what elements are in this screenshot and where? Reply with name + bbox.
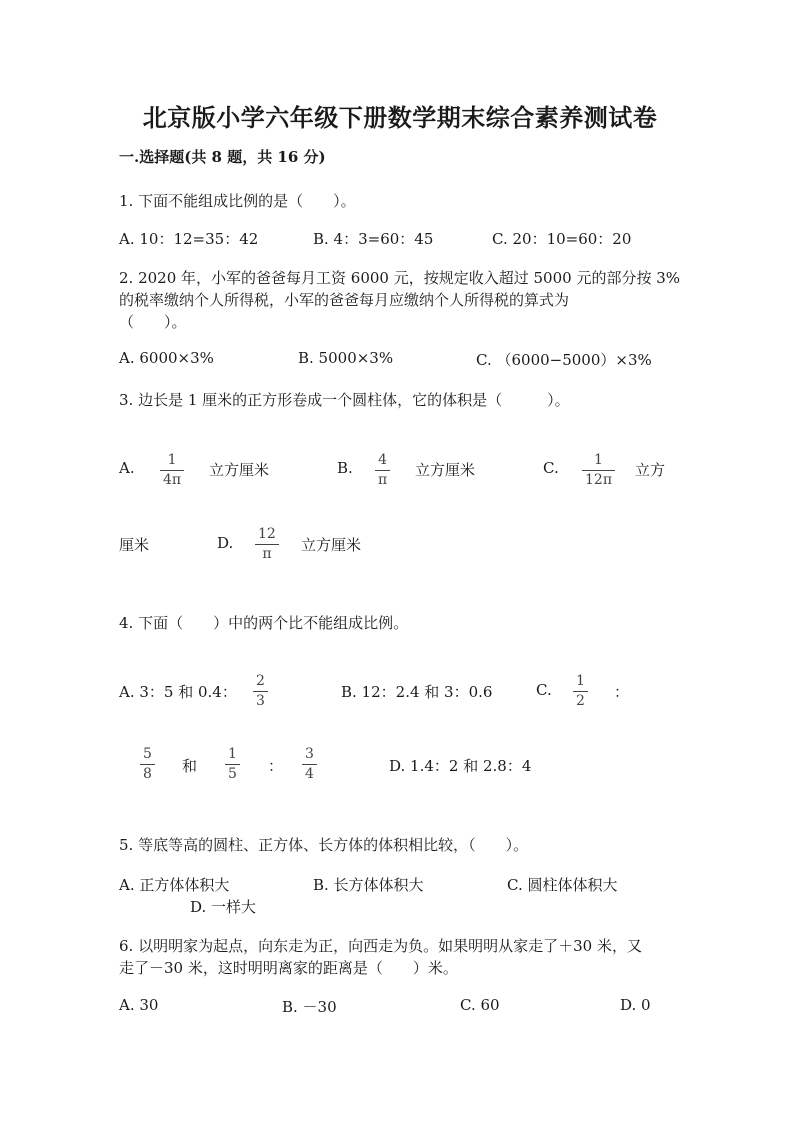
- question-5-stem: 5. 等底等高的圆柱、正方体、长方体的体积相比较，（ ）。: [119, 836, 529, 854]
- fraction-numerator: 3: [305, 746, 314, 762]
- fraction-bar: [375, 470, 390, 471]
- question-2-option-c: C. （6000−5000）×3%: [476, 351, 652, 369]
- question-2-option-a: A. 6000×3%: [119, 349, 214, 367]
- question-3-option-d-unit: 立方厘米: [301, 536, 362, 554]
- question-4-option-c-fraction-3: [225, 746, 240, 783]
- question-3-option-d-fraction: [255, 526, 279, 563]
- question-4-colon-2: ：: [268, 757, 284, 775]
- question-3-option-a-label: A.: [119, 459, 135, 477]
- question-6-option-b: B. －30: [282, 998, 337, 1016]
- question-4-option-a: A. 3：5 和 0.4：: [119, 683, 237, 701]
- question-3-option-c-unit-part-2: 厘米: [119, 536, 150, 554]
- question-6-option-a: A. 30: [119, 996, 159, 1014]
- fraction-denominator: 3: [256, 693, 265, 709]
- question-4-option-c-fraction-4: [302, 746, 317, 783]
- question-5-option-b: B. 长方体体积大: [313, 876, 424, 894]
- page-title: 北京版小学六年级下册数学期末综合素养测试卷: [142, 103, 658, 132]
- question-6-line-1: 6. 以明明家为起点，向东走为正，向西走为负。如果明明从家走了＋30 米，又: [119, 937, 642, 955]
- question-4-and: 和: [182, 757, 198, 775]
- question-4-option-c-label: C.: [536, 681, 552, 699]
- fraction-denominator: 5: [228, 766, 237, 782]
- question-2-line-1: 2. 2020 年，小军的爸爸每月工资 6000 元，按规定收入超过 5000 元的部分按 3%: [119, 269, 681, 287]
- fraction-denominator: 12π: [585, 472, 613, 488]
- fraction-denominator: π: [378, 472, 388, 488]
- question-5-option-c: C. 圆柱体体积大: [507, 876, 618, 894]
- question-1-option-b: B. 4：3=60：45: [313, 230, 434, 248]
- fraction-numerator: 5: [143, 746, 152, 762]
- fraction-bar: [253, 691, 268, 692]
- fraction-bar: [160, 470, 184, 471]
- fraction-numerator: 4: [378, 452, 388, 468]
- question-4-option-d: D. 1.4：2 和 2.8：4: [389, 757, 532, 775]
- fraction-numerator: 1: [228, 746, 237, 762]
- question-1-option-a: A. 10：12=35：42: [119, 230, 259, 248]
- fraction-denominator: 8: [143, 766, 152, 782]
- question-3-option-a-unit: 立方厘米: [209, 461, 270, 479]
- question-3-option-c-unit-part-1: 立方: [635, 461, 666, 479]
- question-1-stem: 1. 下面不能组成比例的是（ ）。: [119, 192, 356, 210]
- question-3-option-a-fraction: [160, 452, 184, 489]
- fraction-denominator: 2: [576, 693, 585, 709]
- fraction-bar: [582, 470, 615, 471]
- question-3-option-c-fraction: [582, 452, 615, 489]
- fraction-bar: [140, 764, 155, 765]
- fraction-numerator: 1: [594, 452, 603, 468]
- fraction-denominator: 4: [305, 766, 314, 782]
- question-2-line-2: 的税率缴纳个人所得税，小军的爸爸每月应缴纳个人所得税的算式为: [119, 291, 570, 309]
- question-3-option-b-unit: 立方厘米: [415, 461, 476, 479]
- fraction-denominator: π: [262, 546, 272, 562]
- fraction-bar: [302, 764, 317, 765]
- fraction-numerator: 2: [256, 673, 265, 689]
- question-6-option-d: D. 0: [620, 996, 651, 1014]
- fraction-bar: [573, 691, 588, 692]
- fraction-numerator: 12: [258, 526, 276, 542]
- question-5-option-d: D. 一样大: [190, 898, 257, 916]
- question-2-option-b: B. 5000×3%: [298, 349, 394, 367]
- fraction-denominator: 4π: [163, 472, 182, 488]
- question-4-option-c-fraction-1: [573, 673, 588, 710]
- fraction-numerator: 1: [167, 452, 177, 468]
- question-3-option-b-fraction: [375, 452, 390, 489]
- question-3-option-d-label: D.: [217, 534, 234, 552]
- question-6-option-c: C. 60: [460, 996, 500, 1014]
- question-5-option-a: A. 正方体体积大: [119, 876, 230, 894]
- question-3-option-b-label: B.: [337, 459, 353, 477]
- question-4-option-a-fraction: [253, 673, 268, 710]
- fraction-numerator: 1: [576, 673, 585, 689]
- section-heading: 一.选择题(共 8 题，共 16 分): [119, 148, 326, 166]
- question-3-option-c-label: C.: [543, 459, 559, 477]
- question-4-colon-1: ：: [614, 683, 630, 701]
- question-6-line-2: 走了－30 米，这时明明离家的距离是（ ）米。: [119, 959, 458, 977]
- question-4-option-c-fraction-2: [140, 746, 155, 783]
- question-4-option-b: B. 12：2.4 和 3：0.6: [341, 683, 493, 701]
- question-1-option-c: C. 20：10=60：20: [492, 230, 632, 248]
- question-2-line-3: （ ）。: [119, 313, 187, 331]
- question-3-stem: 3. 边长是 1 厘米的正方形卷成一个圆柱体，它的体积是（ ）。: [119, 391, 570, 409]
- fraction-bar: [225, 764, 240, 765]
- fraction-bar: [255, 544, 279, 545]
- question-4-stem: 4. 下面（ ）中的两个比不能组成比例。: [119, 614, 409, 632]
